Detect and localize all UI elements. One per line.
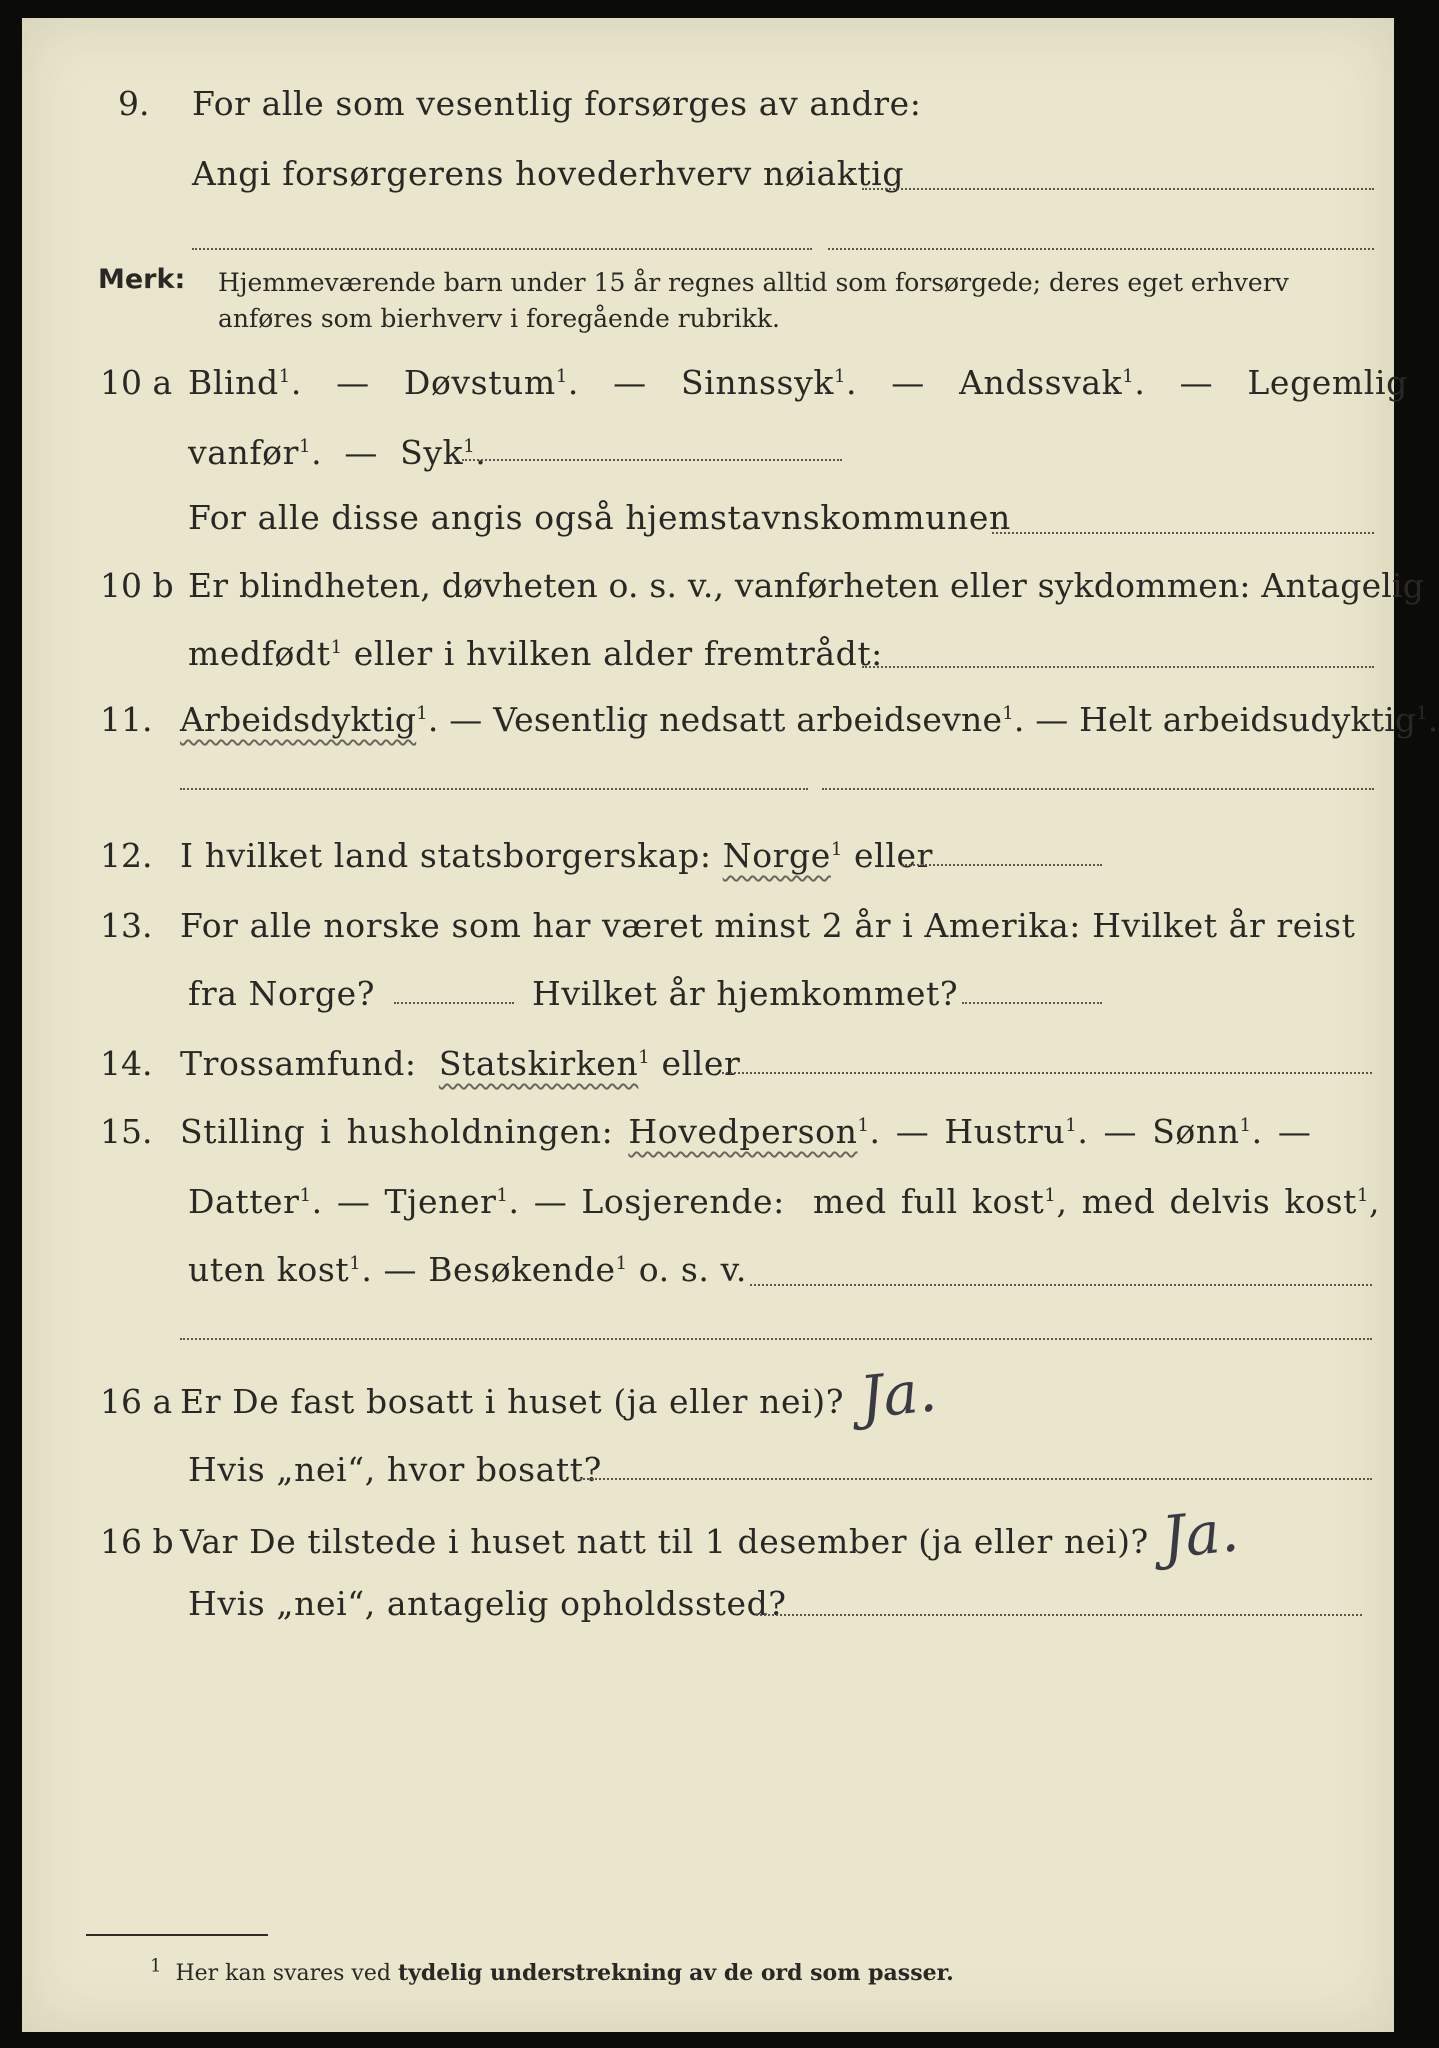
q14-line: Trossamfund: Statskirken$^1$ eller	[180, 1044, 741, 1083]
opt-tjener[interactable]: Tjener$^1$.	[384, 1182, 520, 1221]
q10b-answer-line[interactable]	[862, 666, 1374, 668]
footnote-rule	[86, 1934, 268, 1936]
q16b-line2: Hvis „nei“, antagelig opholdssted?	[188, 1584, 787, 1623]
q12-prefix: I hvilket land statsborgerskap:	[180, 836, 712, 875]
q16a-answer-line[interactable]	[580, 1478, 1372, 1480]
opt-legemlig[interactable]: Legemlig	[1247, 363, 1408, 402]
q16b-line1: Var De tilstede i huset natt til 1 desember (ja eller nei)?	[180, 1522, 1149, 1561]
sep: —	[1035, 700, 1069, 739]
q16a-line2: Hvis „nei“, hvor bosatt?	[188, 1450, 602, 1489]
opt-sinnssyk[interactable]: Sinnssyk$^1$.	[680, 363, 858, 402]
sep: —	[336, 1182, 371, 1221]
footnote-mark: 1	[150, 1955, 162, 1977]
q14-number: 14.	[100, 1044, 153, 1083]
opt-uten-kost[interactable]: uten kost$^1$.	[188, 1250, 373, 1289]
q9-extra-line-a[interactable]	[192, 248, 812, 250]
sep: —	[891, 363, 925, 402]
q15-answer-line[interactable]	[750, 1284, 1372, 1286]
q11-extra-line-a[interactable]	[180, 788, 808, 790]
opt-syk[interactable]: Syk$^1$.	[400, 433, 487, 472]
q11-number: 11.	[100, 700, 153, 739]
opt-dovstum[interactable]: Døvstum$^1$.	[403, 363, 579, 402]
q16b-handwritten-answer[interactable]: Ja.	[1158, 1496, 1242, 1572]
opt-blind[interactable]: Blind$^1$.	[188, 363, 302, 402]
sep: —	[1277, 1112, 1312, 1151]
q15-prefix: Stilling i husholdningen:	[180, 1112, 614, 1151]
q10b-number: 10 b	[100, 566, 174, 605]
census-form-page	[22, 18, 1439, 2032]
q13-line1: For alle norske som har været minst 2 år i Amerika: Hvilket år reist	[180, 906, 1356, 945]
opt-udyktig[interactable]: Helt arbeidsudyktig$^1$.	[1079, 700, 1439, 739]
merk-line2: anføres som bierhverv i foregående rubrikk.	[218, 304, 780, 333]
opt-statskirken[interactable]: Statskirken	[438, 1044, 639, 1083]
opt-arbeidsdyktig[interactable]: Arbeidsdyktig	[180, 700, 417, 739]
opt-hustru[interactable]: Hustru$^1$.	[944, 1112, 1089, 1151]
opt-datter[interactable]: Datter$^1$.	[188, 1182, 323, 1221]
q10a-kommune-line[interactable]	[992, 532, 1374, 534]
sep: —	[895, 1112, 930, 1151]
q10a-line3: For alle disse angis også hjemstavnskommunen	[188, 498, 1011, 537]
sep: —	[336, 363, 370, 402]
opt-nedsatt[interactable]: Vesentlig nedsatt arbeidsevne$^1$.	[493, 700, 1025, 739]
footnote	[150, 1955, 954, 1986]
footnote-text-a: Her kan svares ved	[175, 1961, 391, 1986]
q10a-line2	[188, 433, 486, 472]
opt-delvis-kost[interactable]: med delvis kost$^1$,	[1081, 1182, 1381, 1221]
sep: —	[533, 1182, 568, 1221]
q16b-number: 16 b	[100, 1522, 174, 1561]
sep: —	[1179, 363, 1214, 402]
opt-sonn[interactable]: Sønn$^1$.	[1152, 1112, 1263, 1151]
opt-besokende[interactable]: Besøkende$^1$	[428, 1250, 628, 1289]
q15-losjerende: Losjerende:	[581, 1182, 785, 1221]
q13-fra-line[interactable]	[394, 1002, 514, 1004]
q14-answer-line[interactable]	[722, 1072, 1372, 1074]
q16b-answer-line[interactable]	[756, 1614, 1362, 1616]
q10a-answer-line[interactable]	[462, 459, 842, 461]
merk-label: Merk:	[98, 264, 186, 295]
q12-answer-line[interactable]	[902, 864, 1102, 866]
opt-full-kost[interactable]: med full kost$^1$,	[813, 1182, 1068, 1221]
q15-line2	[188, 1182, 1380, 1221]
q16a-handwritten-answer[interactable]: Ja.	[856, 1356, 940, 1432]
q10a-number: 10 a	[100, 363, 173, 402]
q13-hjem: Hvilket år hjemkommet?	[532, 974, 959, 1013]
footnote-text-c: av de ord som passer.	[689, 1960, 954, 1986]
q9-answer-line[interactable]	[862, 188, 1374, 190]
q15-extra-line[interactable]	[180, 1338, 1372, 1340]
q16a-number: 16 a	[100, 1382, 173, 1421]
footnote-text-b: tydelig understrekning	[397, 1960, 683, 1986]
opt-medfodt[interactable]: medfødt$^1$	[188, 634, 343, 673]
q9-number: 9.	[118, 84, 150, 123]
opt-vanfor[interactable]: vanfør$^1$.	[188, 433, 323, 472]
q10a-line1	[188, 363, 1408, 402]
q11-line: Arbeidsdyktig$^1$. — Vesentlig nedsatt arbeidsevne$^1$. — Helt arbeidsudyktig$^1$.	[180, 700, 1439, 739]
q13-number: 13.	[100, 906, 153, 945]
q11-extra-line-b[interactable]	[822, 788, 1374, 790]
q14-eller: eller	[661, 1044, 741, 1083]
q10b-line2-rest: eller i hvilken alder fremtrådt:	[353, 634, 883, 673]
opt-hovedperson[interactable]: Hovedperson	[628, 1112, 858, 1151]
q15-line1: Stilling i husholdningen: Hovedperson$^1$. — Hustru$^1$. — Sønn$^1$. —	[180, 1112, 1312, 1151]
q10b-line2	[188, 634, 883, 673]
q15-osv: o. s. v.	[638, 1250, 747, 1289]
q9-line2: Angi forsørgerens hovederhverv nøiaktig	[192, 154, 905, 193]
sep: —	[449, 700, 483, 739]
q12-eller: eller	[854, 836, 933, 875]
q16a-line1: Er De fast bosatt i huset (ja eller nei)?	[180, 1382, 844, 1421]
q14-prefix: Trossamfund:	[180, 1044, 417, 1083]
q9-extra-line-b[interactable]	[828, 248, 1374, 250]
sep: —	[1103, 1112, 1138, 1151]
q15-line3	[188, 1250, 747, 1289]
opt-andssvak[interactable]: Andssvak$^1$.	[959, 363, 1146, 402]
q10b-line1: Er blindheten, døvheten o. s. v., vanførheten eller sykdommen: Antagelig	[188, 566, 1425, 605]
q12-number: 12.	[100, 836, 153, 875]
opt-norge[interactable]: Norge	[722, 836, 831, 875]
sep: —	[613, 363, 647, 402]
q9-line1: For alle som vesentlig forsørges av andre:	[192, 84, 922, 123]
q15-number: 15.	[100, 1112, 153, 1151]
q13-hjem-line[interactable]	[962, 1002, 1102, 1004]
sep: —	[383, 1250, 418, 1289]
sep: —	[344, 433, 378, 472]
q12-line: I hvilket land statsborgerskap: Norge$^1$ eller	[180, 836, 933, 875]
q13-fra: fra Norge?	[188, 974, 376, 1013]
merk-line1: Hjemmeværende barn under 15 år regnes alltid som forsørgede; deres eget erhverv	[218, 268, 1289, 297]
